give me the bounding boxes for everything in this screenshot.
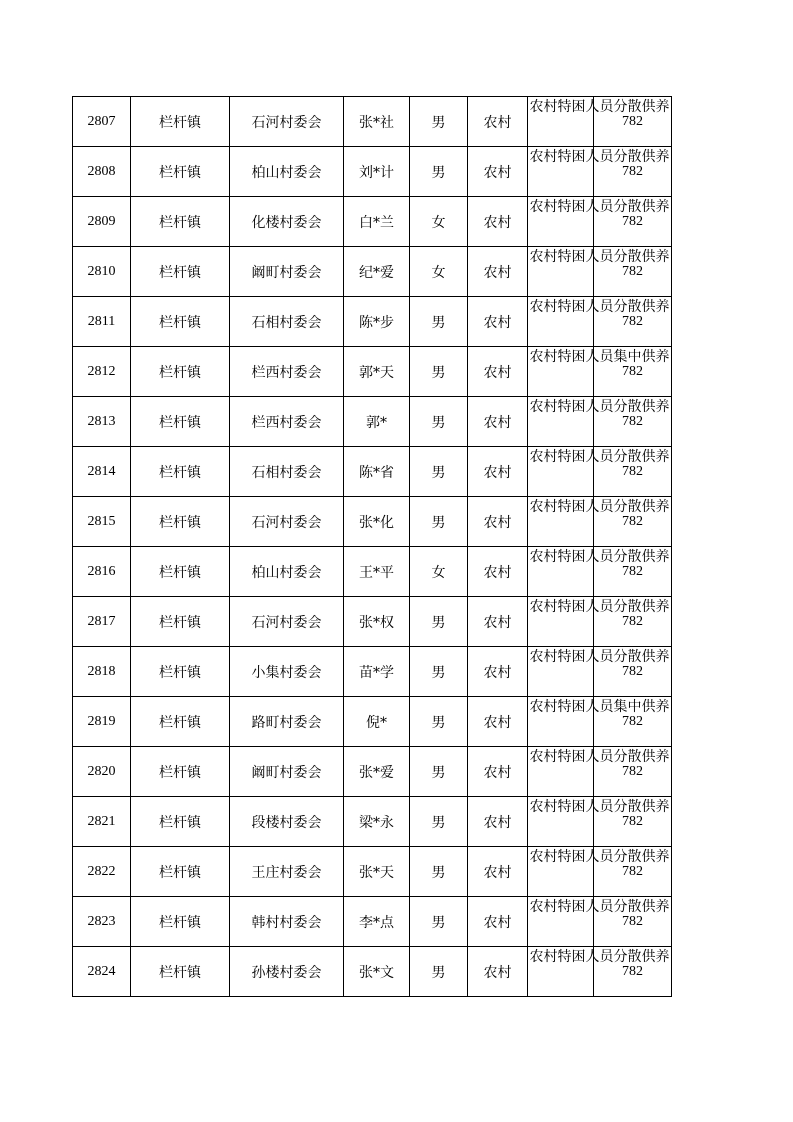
gender-cell: 男 (410, 847, 468, 897)
roster-body (73, 97, 672, 997)
area-type-cell: 农村 (468, 647, 528, 697)
serial-number-cell: 2814 (73, 447, 131, 497)
serial-number-cell: 2812 (73, 347, 131, 397)
amount-cell: 782 (594, 597, 672, 647)
village-committee-cell: 小集村委会 (230, 647, 344, 697)
gender-cell: 男 (410, 647, 468, 697)
support-type-text: 农村特困人员分散供养 (529, 849, 670, 865)
village-committee-cell: 石河村委会 (230, 497, 344, 547)
village-committee-cell: 石河村委会 (230, 597, 344, 647)
village-committee-cell: 路町村委会 (230, 697, 344, 747)
serial-number-cell: 2818 (73, 647, 131, 697)
area-type-cell: 农村 (468, 847, 528, 897)
serial-number-cell: 2817 (73, 597, 131, 647)
person-name-cell: 王*平 (344, 547, 410, 597)
village-committee-cell: 韩村村委会 (230, 897, 344, 947)
person-name-cell: 陈*步 (344, 297, 410, 347)
table-row (73, 447, 672, 497)
table-row (73, 397, 672, 447)
amount-cell: 782 (594, 847, 672, 897)
town-cell: 栏杆镇 (131, 547, 230, 597)
table-row (73, 647, 672, 697)
table-row (73, 697, 672, 747)
village-committee-cell: 石相村委会 (230, 447, 344, 497)
support-type-text: 农村特困人员分散供养 (529, 149, 670, 165)
village-committee-cell: 柏山村委会 (230, 147, 344, 197)
area-type-cell: 农村 (468, 197, 528, 247)
gender-cell: 男 (410, 947, 468, 997)
area-type-cell: 农村 (468, 347, 528, 397)
table-row (73, 547, 672, 597)
table-row (73, 197, 672, 247)
gender-cell: 女 (410, 547, 468, 597)
serial-number-cell: 2808 (73, 147, 131, 197)
area-type-cell: 农村 (468, 297, 528, 347)
amount-cell: 782 (594, 297, 672, 347)
serial-number-cell: 2810 (73, 247, 131, 297)
area-type-cell: 农村 (468, 497, 528, 547)
village-committee-cell: 段楼村委会 (230, 797, 344, 847)
table-row (73, 897, 672, 947)
village-committee-cell: 柏山村委会 (230, 547, 344, 597)
amount-cell: 782 (594, 547, 672, 597)
person-name-cell: 刘*计 (344, 147, 410, 197)
serial-number-cell: 2816 (73, 547, 131, 597)
support-type-text: 农村特困人员分散供养 (529, 499, 670, 515)
area-type-cell: 农村 (468, 947, 528, 997)
support-type-text: 农村特困人员分散供养 (529, 599, 670, 615)
amount-cell: 782 (594, 647, 672, 697)
gender-cell: 男 (410, 747, 468, 797)
serial-number-cell: 2824 (73, 947, 131, 997)
serial-number-cell: 2822 (73, 847, 131, 897)
town-cell: 栏杆镇 (131, 747, 230, 797)
serial-number-cell: 2811 (73, 297, 131, 347)
town-cell: 栏杆镇 (131, 597, 230, 647)
amount-cell: 782 (594, 247, 672, 297)
amount-cell: 782 (594, 447, 672, 497)
gender-cell: 男 (410, 697, 468, 747)
town-cell: 栏杆镇 (131, 147, 230, 197)
amount-cell: 782 (594, 97, 672, 147)
village-committee-cell: 王庄村委会 (230, 847, 344, 897)
area-type-cell: 农村 (468, 447, 528, 497)
gender-cell: 男 (410, 447, 468, 497)
gender-cell: 男 (410, 347, 468, 397)
gender-cell: 男 (410, 97, 468, 147)
roster-table (72, 96, 672, 997)
village-committee-cell: 化楼村委会 (230, 197, 344, 247)
area-type-cell: 农村 (468, 547, 528, 597)
town-cell: 栏杆镇 (131, 497, 230, 547)
town-cell: 栏杆镇 (131, 97, 230, 147)
town-cell: 栏杆镇 (131, 847, 230, 897)
serial-number-cell: 2820 (73, 747, 131, 797)
gender-cell: 男 (410, 797, 468, 847)
town-cell: 栏杆镇 (131, 197, 230, 247)
amount-cell: 782 (594, 347, 672, 397)
gender-cell: 女 (410, 197, 468, 247)
person-name-cell: 白*兰 (344, 197, 410, 247)
person-name-cell: 苗*学 (344, 647, 410, 697)
serial-number-cell: 2815 (73, 497, 131, 547)
area-type-cell: 农村 (468, 697, 528, 747)
amount-cell: 782 (594, 197, 672, 247)
person-name-cell: 张*文 (344, 947, 410, 997)
table-row (73, 947, 672, 997)
town-cell: 栏杆镇 (131, 447, 230, 497)
table-row (73, 297, 672, 347)
village-committee-cell: 石河村委会 (230, 97, 344, 147)
support-type-text: 农村特困人员分散供养 (529, 299, 670, 315)
gender-cell: 男 (410, 147, 468, 197)
support-type-text: 农村特困人员集中供养 (529, 699, 670, 715)
support-type-text: 农村特困人员分散供养 (529, 549, 670, 565)
support-type-text: 农村特困人员分散供养 (529, 99, 670, 115)
person-name-cell: 张*社 (344, 97, 410, 147)
table-row (73, 347, 672, 397)
support-type-text: 农村特困人员集中供养 (529, 349, 670, 365)
village-committee-cell: 阚町村委会 (230, 747, 344, 797)
support-type-text: 农村特困人员分散供养 (529, 199, 670, 215)
amount-cell: 782 (594, 747, 672, 797)
support-type-text: 农村特困人员分散供养 (529, 649, 670, 665)
gender-cell: 男 (410, 297, 468, 347)
gender-cell: 男 (410, 597, 468, 647)
village-committee-cell: 阚町村委会 (230, 247, 344, 297)
gender-cell: 男 (410, 497, 468, 547)
town-cell: 栏杆镇 (131, 397, 230, 447)
amount-cell: 782 (594, 897, 672, 947)
area-type-cell: 农村 (468, 897, 528, 947)
support-type-text: 农村特困人员分散供养 (529, 749, 670, 765)
area-type-cell: 农村 (468, 397, 528, 447)
gender-cell: 女 (410, 247, 468, 297)
gender-cell: 男 (410, 397, 468, 447)
village-committee-cell: 栏西村委会 (230, 397, 344, 447)
serial-number-cell: 2823 (73, 897, 131, 947)
serial-number-cell: 2813 (73, 397, 131, 447)
town-cell: 栏杆镇 (131, 697, 230, 747)
support-type-text: 农村特困人员分散供养 (529, 799, 670, 815)
town-cell: 栏杆镇 (131, 297, 230, 347)
town-cell: 栏杆镇 (131, 897, 230, 947)
support-type-text: 农村特困人员分散供养 (529, 899, 670, 915)
amount-cell: 782 (594, 697, 672, 747)
person-name-cell: 郭*天 (344, 347, 410, 397)
gender-cell: 男 (410, 897, 468, 947)
table-row (73, 247, 672, 297)
table-row (73, 97, 672, 147)
person-name-cell: 张*爱 (344, 747, 410, 797)
table-row (73, 797, 672, 847)
area-type-cell: 农村 (468, 597, 528, 647)
town-cell: 栏杆镇 (131, 247, 230, 297)
person-name-cell: 梁*永 (344, 797, 410, 847)
village-committee-cell: 石相村委会 (230, 297, 344, 347)
amount-cell: 782 (594, 797, 672, 847)
area-type-cell: 农村 (468, 797, 528, 847)
person-name-cell: 张*化 (344, 497, 410, 547)
town-cell: 栏杆镇 (131, 797, 230, 847)
village-committee-cell: 栏西村委会 (230, 347, 344, 397)
person-name-cell: 李*点 (344, 897, 410, 947)
amount-cell: 782 (594, 147, 672, 197)
amount-cell: 782 (594, 947, 672, 997)
town-cell: 栏杆镇 (131, 647, 230, 697)
serial-number-cell: 2807 (73, 97, 131, 147)
amount-cell: 782 (594, 497, 672, 547)
table-row (73, 847, 672, 897)
person-name-cell: 倪* (344, 697, 410, 747)
person-name-cell: 张*天 (344, 847, 410, 897)
town-cell: 栏杆镇 (131, 347, 230, 397)
serial-number-cell: 2819 (73, 697, 131, 747)
person-name-cell: 陈*省 (344, 447, 410, 497)
area-type-cell: 农村 (468, 97, 528, 147)
person-name-cell: 郭* (344, 397, 410, 447)
person-name-cell: 纪*爱 (344, 247, 410, 297)
table-row (73, 497, 672, 547)
amount-cell: 782 (594, 397, 672, 447)
table-row (73, 597, 672, 647)
support-type-text: 农村特困人员分散供养 (529, 949, 670, 965)
serial-number-cell: 2821 (73, 797, 131, 847)
town-cell: 栏杆镇 (131, 947, 230, 997)
support-type-text: 农村特困人员分散供养 (529, 399, 670, 415)
area-type-cell: 农村 (468, 247, 528, 297)
table-row (73, 747, 672, 797)
support-type-text: 农村特困人员分散供养 (529, 449, 670, 465)
serial-number-cell: 2809 (73, 197, 131, 247)
table-row (73, 147, 672, 197)
person-name-cell: 张*权 (344, 597, 410, 647)
village-committee-cell: 孙楼村委会 (230, 947, 344, 997)
area-type-cell: 农村 (468, 147, 528, 197)
area-type-cell: 农村 (468, 747, 528, 797)
support-type-text: 农村特困人员分散供养 (529, 249, 670, 265)
